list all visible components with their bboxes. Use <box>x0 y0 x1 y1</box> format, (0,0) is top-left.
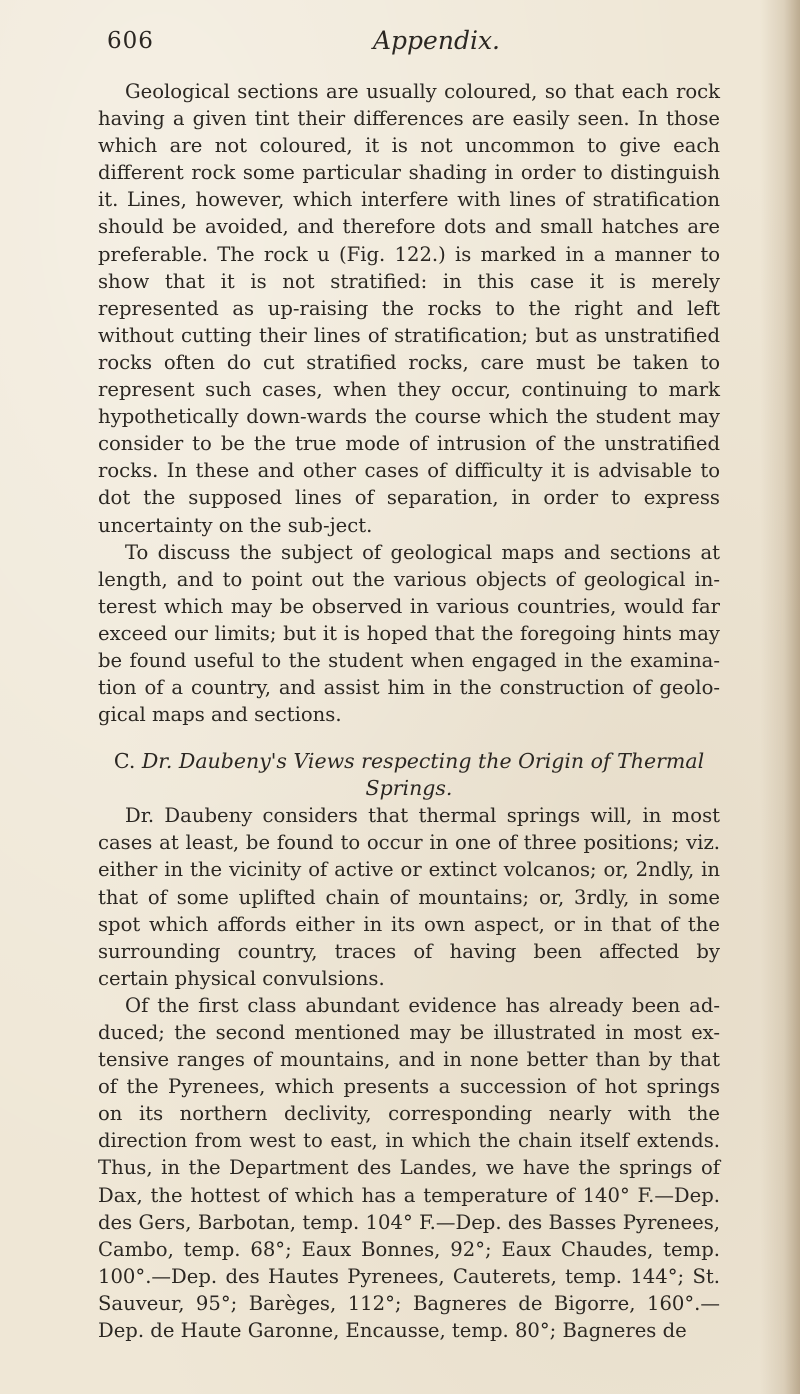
body-text <box>98 78 720 1344</box>
page-header <box>107 22 707 62</box>
page-edge-shadow <box>760 0 800 1394</box>
page-number: 606 <box>107 28 154 54</box>
paragraph-geological-sections: Geological sections are usually coloured, so that each rock having a given tint their differences are easily seen. In those which are not coloured, it is not uncommon to give each different rock some particular shading in order to distinguish it. Lines, however, which interfere with lines of stratification should be avoided, and therefore dots and small hatches are preferable. The rock u (Fig. 122.) is marked in a manner to show that it is not stratified: in this case it is merely represented as up-raising the rocks to the right and left without cutting their lines of stratification; but as unstratified rocks often do cut stratified rocks, care must be taken to represent such cases, when they occur, continuing to mark hypothetically down-wards the course which the student may consider to be the true mode of intrusion of the unstratified rocks. In these and other cases of difficulty it is advisable to dot the supposed lines of separation, in order to express uncertainty on the sub-ject. <box>98 80 720 537</box>
paragraph-thermal-springs-positions: Dr. Daubeny considers that thermal springs will, in most cases at least, be found to occur in one of three positions; viz. either in the vicinity of active or extinct volcanos; or, 2ndly, in that of some uplifted chain of mountains; or, 3rdly, in some spot which affords either in its own aspect, or in that of the surrounding country, traces of having been affected by certain physical convulsions. <box>98 804 720 990</box>
section-letter: C. <box>113 749 136 774</box>
running-head: Appendix. <box>373 26 501 55</box>
paragraph-pyrenees-springs: Of the first class abundant evidence has already been ad-duced; the second mentioned may be illustrated in most ex-tensive ranges of mountains, and in none better than by that of the Pyrenees, which presents a succession of hot springs on its northern declivity, corresponding nearly with the direction from west to east, in which the chain itself extends. Thus, in the Department des Landes, we have the springs of Dax, the hottest of which has a temperature of 140° F.—Dep. des Gers, Barbotan, temp. 104° F.—Dep. des Basses Pyrenees, Cambo, temp. 68°; Eaux Bonnes, 92°; Eaux Chaudes, temp. 100°.—Dep. des Hautes Pyrenees, Cauterets, temp. 144°; St. Sauveur, 95°; Barèges, 112°; Bagneres de Bigorre, 160°.— Dep. de Haute Garonne, Encausse, temp. 80°; Bagneres de <box>98 993 720 1343</box>
paragraph-geological-maps: To discuss the subject of geological maps and sections at length, and to point out the various objects of geological in-terest which may be observed in various countries, would far exceed our limits; but it is hoped that the foregoing hints may be found useful to the student when engaged in the examina-tion of a country, and assist him in the construction of geolo-gical maps and sections. <box>98 540 720 727</box>
section-heading <box>98 748 720 802</box>
section-title: Dr. Daubeny's Views respecting the Origin of Thermal Springs. <box>141 749 705 801</box>
